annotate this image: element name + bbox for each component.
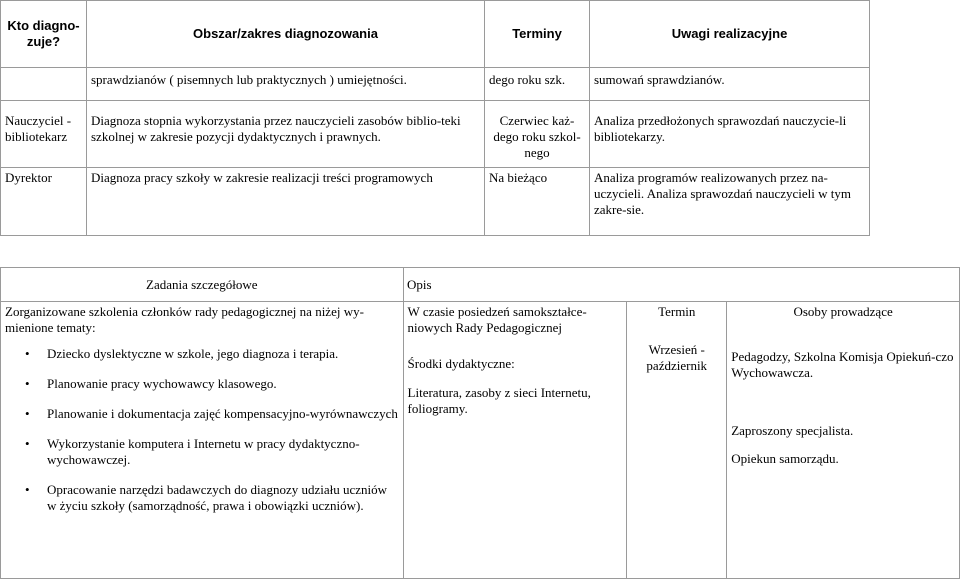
desc-means: Literatura, zasoby z sieci Internetu, foliogramy. (407, 385, 591, 416)
header-desc (403, 268, 959, 302)
cell-who: Dyrektor (1, 168, 87, 236)
list-item: • Planowanie i dokumentacja zajęć kompensacyjno-wyrównawczych (47, 406, 399, 422)
cell-notes: Analiza przedłożonych sprawozdań nauczycie-li bibliotekarzy. (590, 101, 870, 168)
people-cell (727, 302, 960, 579)
tasks-table (0, 267, 960, 579)
tasks-cell (1, 302, 404, 579)
term-cell (627, 302, 727, 579)
header-terms: Terminy (485, 1, 590, 68)
desc-means-label: Środki dydaktyczne: (407, 356, 515, 371)
table-row (1, 68, 870, 101)
diagnosis-table (0, 0, 870, 236)
list-item: • Dziecko dyslektyczne w szkole, jego diagnoza i terapia. (47, 346, 399, 362)
list-item: • Wykorzystanie komputera i Internetu w pracy dydaktyczno-wychowawczej. (47, 436, 399, 468)
header-scope: Obszar/zakres diagnozowania (87, 1, 485, 68)
cell-who (1, 68, 87, 101)
cell-who: Nauczyciel - bibliotekarz (1, 101, 87, 168)
table-header-row (1, 1, 870, 68)
cell-scope: sprawdzianów ( pisemnych lub praktycznych ) umiejętności. (87, 68, 485, 101)
cell-terms: Na bieżąco (485, 168, 590, 236)
header-notes: Uwagi realizacyjne (590, 1, 870, 68)
desc-top: W czasie posiedzeń samokształce-niowych Rady Pedagogicznej (407, 304, 587, 335)
list-item: • Planowanie pracy wychowawcy klasowego. (47, 376, 399, 392)
tasks-intro: Zorganizowane szkolenia członków rady pedagogicznej na niżej wy-mienione tematy: (5, 304, 364, 335)
cell-notes: Analiza programów realizowanych przez na-uczycieli. Analiza sprawozdań nauczycieli w tym zakre-sie. (590, 168, 870, 236)
table-row (1, 101, 870, 168)
cell-terms: dego roku szk. (485, 68, 590, 101)
tasks-list (5, 346, 399, 514)
people-3: Opiekun samorządu. (731, 451, 839, 466)
table-row (1, 302, 960, 579)
people-2: Zaproszony specjalista. (731, 423, 854, 438)
table-row (1, 168, 870, 236)
term-value: Wrzesień - październik (646, 342, 708, 373)
header-tasks: Zadania szczegółowe (1, 268, 404, 302)
term-label: Termin (658, 304, 696, 319)
desc-cell (403, 302, 627, 579)
table-header-row (1, 268, 960, 302)
people-1: Pedagodzy, Szkolna Komisja Opiekuń-czo Wychowawcza. (731, 349, 954, 380)
cell-notes: sumowań sprawdzianów. (590, 68, 870, 101)
header-who: Kto diagno-zuje? (1, 1, 87, 68)
header-desc-label: Opis (406, 276, 432, 292)
cell-terms: Czerwiec każ-dego roku szkol-nego (485, 101, 590, 168)
people-label: Osoby prowadzące (793, 304, 893, 319)
list-item: • Opracowanie narzędzi badawczych do diagnozy udziału uczniów w życiu szkoły (samorządność, prawa i obowiązki uczniów). (47, 482, 399, 514)
cell-scope: Diagnoza stopnia wykorzystania przez nauczycieli zasobów biblio-teki szkolnej w zakresie pozycji dydaktycznych i prawnych. (87, 101, 485, 168)
cell-scope: Diagnoza pracy szkoły w zakresie realizacji treści programowych (87, 168, 485, 236)
